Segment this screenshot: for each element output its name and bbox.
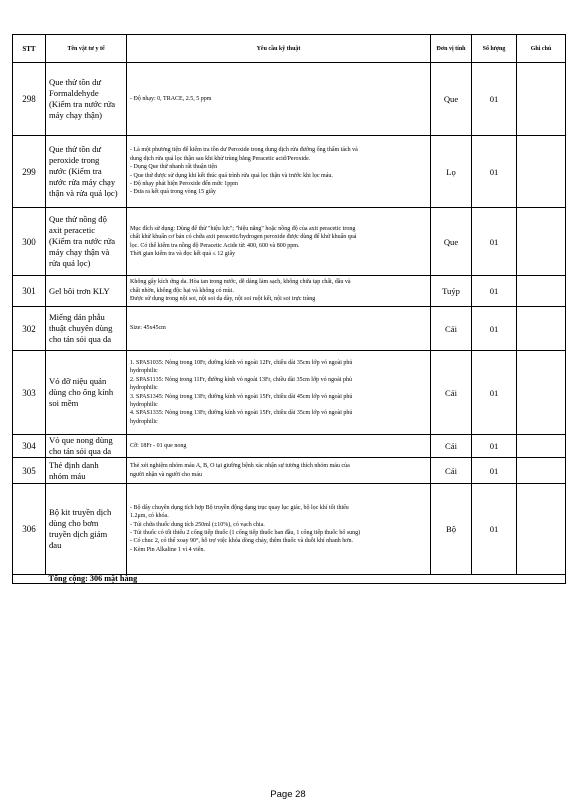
table-row — [13, 136, 566, 208]
row-note — [517, 208, 566, 276]
header-quantity: Số lượng — [472, 35, 517, 63]
row-requirement-line: - Độ nhạy: 0, TRACE, 2.5, 5 ppm — [130, 95, 212, 102]
row-name — [46, 435, 127, 458]
row-quantity: 01 — [472, 307, 517, 351]
header-requirement: Yêu cầu kỹ thuật — [127, 35, 431, 63]
total-row — [13, 575, 566, 584]
row-stt: 304 — [13, 435, 46, 458]
row-unit: Bộ — [431, 484, 472, 575]
row-requirement-line: Thời gian kiểm tra và đọc kết quả ≤ 12 giây — [130, 250, 236, 257]
row-name-line: truyền dịch giảm — [49, 529, 108, 539]
row-requirement-line: chất khử khuẩn cơ bản có chứa axit peracetic/hydrogen peroxide được dùng để khử khuẩn quả — [130, 234, 357, 241]
row-unit: Cái — [431, 307, 472, 351]
row-name-line: Que thử tồn dư — [49, 144, 102, 154]
row-name-line: Thẻ định danh — [49, 459, 99, 470]
table-row — [13, 435, 566, 458]
row-name-line: axit peracetic — [49, 225, 96, 235]
row-name — [46, 63, 127, 136]
row-quantity: 01 — [472, 208, 517, 276]
specification-table — [12, 34, 566, 584]
row-requirement-line: 4. SPAS1335: Nòng trong 13Fr, đường kính vỏ ngoài 15Fr, chiều dài 35cm lớp vỏ ngoài phủ — [130, 410, 353, 417]
row-name — [46, 208, 127, 276]
row-requirement-line: Cỡ: 18Fr - 01 que nong — [130, 442, 187, 449]
row-name-line: thận và rửa quả lọc) — [49, 188, 118, 198]
row-requirement-line: lọc. Có thể kiểm tra nồng độ Peracetic Acide từ: 400, 600 và 800 ppm. — [130, 242, 300, 249]
row-requirement — [127, 435, 431, 458]
row-name-line: soi mềm — [49, 398, 79, 408]
row-name — [46, 351, 127, 435]
row-name — [46, 136, 127, 208]
row-name-line: nhóm máu — [49, 470, 86, 481]
total-label: Tổng cộng: 306 mặt hàng — [46, 575, 566, 584]
row-requirement-line: - Đưa ra kết quả trong vòng 15 giây — [130, 189, 216, 196]
row-name-line: (Kiểm tra nước rửa — [49, 236, 116, 246]
row-requirement-line: 1. SPAS1035: Nòng trong 10Fr, đường kính vỏ ngoài 12Fr, chiều dài 35cm lớp vỏ ngoài phủ — [130, 359, 353, 366]
row-stt: 300 — [13, 208, 46, 276]
page-number: Page 28 — [270, 789, 306, 800]
row-requirement — [127, 208, 431, 276]
row-quantity: 01 — [472, 484, 517, 575]
row-name-line: máy chạy thận và — [49, 247, 110, 257]
row-requirement — [127, 307, 431, 351]
table-row — [13, 351, 566, 435]
row-name-line: dùng cho bơm — [49, 518, 99, 528]
row-requirement-line: Được sử dụng trong nội soi, nội soi dạ dày, nội soi ruột kết, nội soi trực tràng — [130, 296, 316, 303]
row-stt: 306 — [13, 484, 46, 575]
row-name-line: Formaldehyde — [49, 88, 99, 98]
header-note: Ghi chú — [517, 35, 566, 63]
row-name-line: Gel bôi trơn KLY — [49, 285, 110, 296]
table-row — [13, 276, 566, 307]
row-note — [517, 276, 566, 307]
row-requirement-line: dung dịch rửa quả lọc thận sau khi khử trùng bằng Peracetic acid/Peroxide. — [130, 155, 311, 162]
row-unit: Que — [431, 208, 472, 276]
row-requirement-line: - Túi chứa thuốc dung tích 250ml (±10%), có vạch chia. — [130, 521, 265, 528]
row-requirement — [127, 276, 431, 307]
row-quantity: 01 — [472, 276, 517, 307]
row-stt: 301 — [13, 276, 46, 307]
row-requirement — [127, 136, 431, 208]
row-requirement-line: - Kèm Pin Alkaline 1 vỉ 4 viên. — [130, 546, 205, 553]
row-unit: Tuýp — [431, 276, 472, 307]
row-stt: 302 — [13, 307, 46, 351]
row-requirement-line: hydrophilic — [130, 385, 158, 392]
row-note — [517, 63, 566, 136]
row-name-line: nước (Kiểm tra — [49, 166, 102, 176]
row-name-line: Vỏ que nong dùng — [49, 435, 113, 445]
row-requirement-line: - Dụng Que thử nhanh rất thuận tiện — [130, 164, 218, 171]
header-stt: STT — [13, 35, 46, 63]
table-row — [13, 458, 566, 484]
table-row — [13, 63, 566, 136]
row-requirement-line: hydrophilic — [130, 368, 158, 375]
row-quantity: 01 — [472, 63, 517, 136]
row-requirement-line: Không gây kích ứng da. Hòa tan trong nước, dễ dàng làm sạch, không chứa tạp chất, dầu và — [130, 279, 351, 286]
row-requirement-line: chất nhờn, không độc hại và không có mùi. — [130, 287, 234, 294]
row-name-line: Que thử nồng độ — [49, 214, 107, 224]
header-unit: Đơn vị tính — [431, 35, 472, 63]
header-name: Tên vật tư y tế — [46, 35, 127, 63]
row-requirement-line: - Túi thuốc có tối thiểu 2 cổng tiếp thuốc (1 cổng tiếp thuốc ban đầu, 1 cổng tiếp thuốc bổ sung) — [130, 530, 361, 536]
row-name-line: rửa quả lọc) — [49, 258, 91, 268]
row-name-line: máy chạy thận) — [49, 110, 102, 120]
row-requirement-line: - Độ nhạy phát hiện Peroxide đến mức 1ppm — [130, 180, 238, 187]
row-note — [517, 307, 566, 351]
row-requirement-line: người nhận và người cho máu — [130, 471, 203, 478]
row-requirement-line: Size: 45x45cm — [130, 325, 166, 332]
row-stt: 305 — [13, 458, 46, 484]
row-quantity: 01 — [472, 435, 517, 458]
row-requirement-line: Mục đích sử dụng: Dùng để thử "hiệu lực"; "hiệu năng" hoặc nồng độ của axit peracetic trong — [130, 225, 356, 232]
row-note — [517, 484, 566, 575]
row-name — [46, 458, 127, 484]
row-stt: 303 — [13, 351, 46, 435]
row-requirement — [127, 63, 431, 136]
row-note — [517, 351, 566, 435]
row-note — [517, 435, 566, 458]
row-unit: Cái — [431, 435, 472, 458]
row-stt: 299 — [13, 136, 46, 208]
row-unit: Cái — [431, 458, 472, 484]
row-name-line: Miếng dán phẫu — [49, 312, 105, 322]
row-name — [46, 484, 127, 575]
row-requirement — [127, 458, 431, 484]
row-requirement — [127, 484, 431, 575]
row-note — [517, 458, 566, 484]
row-name-line: thuật chuyên dùng — [49, 323, 113, 333]
row-unit: Que — [431, 63, 472, 136]
row-requirement-line: - Có chuc 2, có thể xoay 90°, hỗ trợ việc khóa dòng chảy, thêm thuốc và duỗi khí nhanh hơn. — [130, 538, 353, 545]
row-requirement — [127, 351, 431, 435]
row-requirement-line: 2. SPAS1135: Nòng trong 11Fr, đường kính vỏ ngoài 13Fr, chiều dài 35cm lớp vỏ ngoài phủ — [130, 376, 352, 383]
row-name-line: Bộ kit truyền dịch — [49, 507, 112, 517]
row-requirement-line: hydrophilic — [130, 401, 158, 408]
row-quantity: 01 — [472, 351, 517, 435]
row-name-line: cho tán sỏi qua da — [49, 334, 112, 344]
header-row — [13, 35, 566, 63]
row-name-line: (Kiểm tra nước rửa — [49, 99, 116, 109]
row-requirement-line: Thẻ xét nghiệm nhóm máu A, B, O tại giường bệnh xác nhận sự tương thích nhóm máu của — [130, 463, 350, 470]
table-row — [13, 307, 566, 351]
table-row — [13, 208, 566, 276]
row-quantity: 01 — [472, 136, 517, 208]
row-unit: Lọ — [431, 136, 472, 208]
row-name-line: nước rửa máy chạy — [49, 177, 116, 187]
row-name-line: Que thử tồn dư — [49, 77, 102, 87]
row-note — [517, 136, 566, 208]
row-requirement-line: hydrophilic — [130, 418, 158, 425]
row-unit: Cái — [431, 351, 472, 435]
row-name-line: đau — [49, 540, 62, 550]
row-name-line: dùng cho ống kính — [49, 387, 114, 397]
row-requirement-line: - Là một phương tiện để kiểm tra tồn dư Peroxide trong dung dịch rửa đường ống thẩm tách và — [130, 147, 358, 154]
row-requirement-line: - Que thử được sử dụng khi kết thúc quá trình rửa quả lọc thận và trước khi lọc máu. — [130, 172, 333, 179]
row-name-line: Vỏ đỡ niệu quản — [49, 376, 107, 386]
row-requirement-line: 1.2μm, có khóa. — [130, 513, 169, 520]
row-stt: 298 — [13, 63, 46, 136]
row-name — [46, 276, 127, 307]
row-requirement-line: 3. SPAS1345: Nòng trong 13Fr, đường kính vỏ ngoài 15Fr, chiều dài 45cm lớp vỏ ngoài phủ — [130, 393, 353, 400]
row-name — [46, 307, 127, 351]
row-quantity: 01 — [472, 458, 517, 484]
row-requirement-line: - Bộ dây chuyên dụng tích hợp Bộ truyền động dạng trục quay lục giác, bộ lọc khí tối thiểu — [130, 504, 349, 511]
row-name-line: peroxide trong — [49, 155, 100, 165]
row-name-line: cho tán sỏi qua da — [49, 446, 112, 456]
table-row — [13, 484, 566, 575]
